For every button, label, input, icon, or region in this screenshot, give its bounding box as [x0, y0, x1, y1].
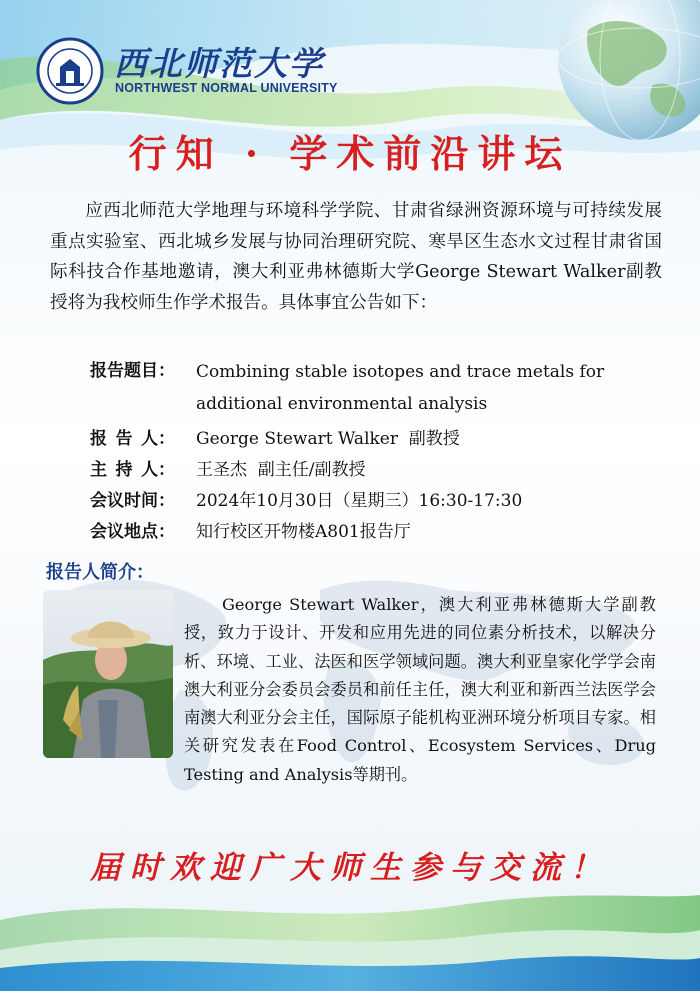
place-value: 知行校区开物楼A801报告厅 — [196, 522, 411, 542]
bio-heading: 报告人简介： — [46, 562, 154, 583]
bio-paragraph — [44, 591, 656, 789]
host-value: 王圣杰 副主任/副教授 — [196, 460, 366, 480]
info-row-topic — [90, 356, 670, 424]
bottom-wave-decoration — [0, 860, 700, 991]
bio-text: George Stewart Walker，澳大利亚弗林德斯大学副教授，致力于设计、开发和应用先进的同位素分析技术，以解决分析、环境、工业、法医和医学领域问题。澳大利亚皇家化学学会南澳大利亚分会委员会委员和前任主任，澳大利亚和新西兰法医学会南澳大利亚分会主任，国际原子能机构亚洲环境分析项目专家。相关研究发表在Food Control、Ecosystem Services、Drug Testing and Analysis等期刊。 — [184, 595, 656, 784]
host-label: 主持人： — [90, 460, 175, 480]
speaker-value: George Stewart Walker 副教授 — [196, 429, 460, 449]
speaker-label: 报告人： — [90, 429, 175, 449]
university-seal-icon — [36, 37, 104, 105]
info-row-time — [90, 486, 670, 517]
place-label: 会议地点： — [90, 522, 175, 542]
closing-invitation: 届时欢迎广大师生参与交流！ — [90, 850, 610, 886]
topic-value: Combining stable isotopes and trace metals for additional environmental analysis — [196, 362, 605, 414]
topic-label: 报告题目： — [90, 361, 175, 381]
info-row-speaker — [90, 424, 670, 455]
globe-icon — [548, 0, 700, 140]
lecture-info — [90, 356, 670, 548]
time-value: 2024年10月30日（星期三）16:30-17:30 — [196, 491, 523, 511]
info-row-host — [90, 455, 670, 486]
university-name-cn: 西北师范大学 — [114, 44, 324, 83]
info-row-place — [90, 517, 670, 548]
time-label: 会议时间： — [90, 491, 175, 511]
intro-paragraph: 应西北师范大学地理与环境科学学院、甘肃省绿洲资源环境与可持续发展重点实验室、西北城乡发展与协同治理研究院、寒旱区生态水文过程甘肃省国际科技合作基地邀请，澳大利亚弗林德斯大学George Stewart Walker副教授将为我校师生作学术报告。具体事宜公告如下： — [50, 201, 662, 313]
poster-title: 行知 · 学术前沿讲坛 — [128, 131, 572, 176]
university-name-en: NORTHWEST NORMAL UNIVERSITY — [115, 81, 338, 95]
